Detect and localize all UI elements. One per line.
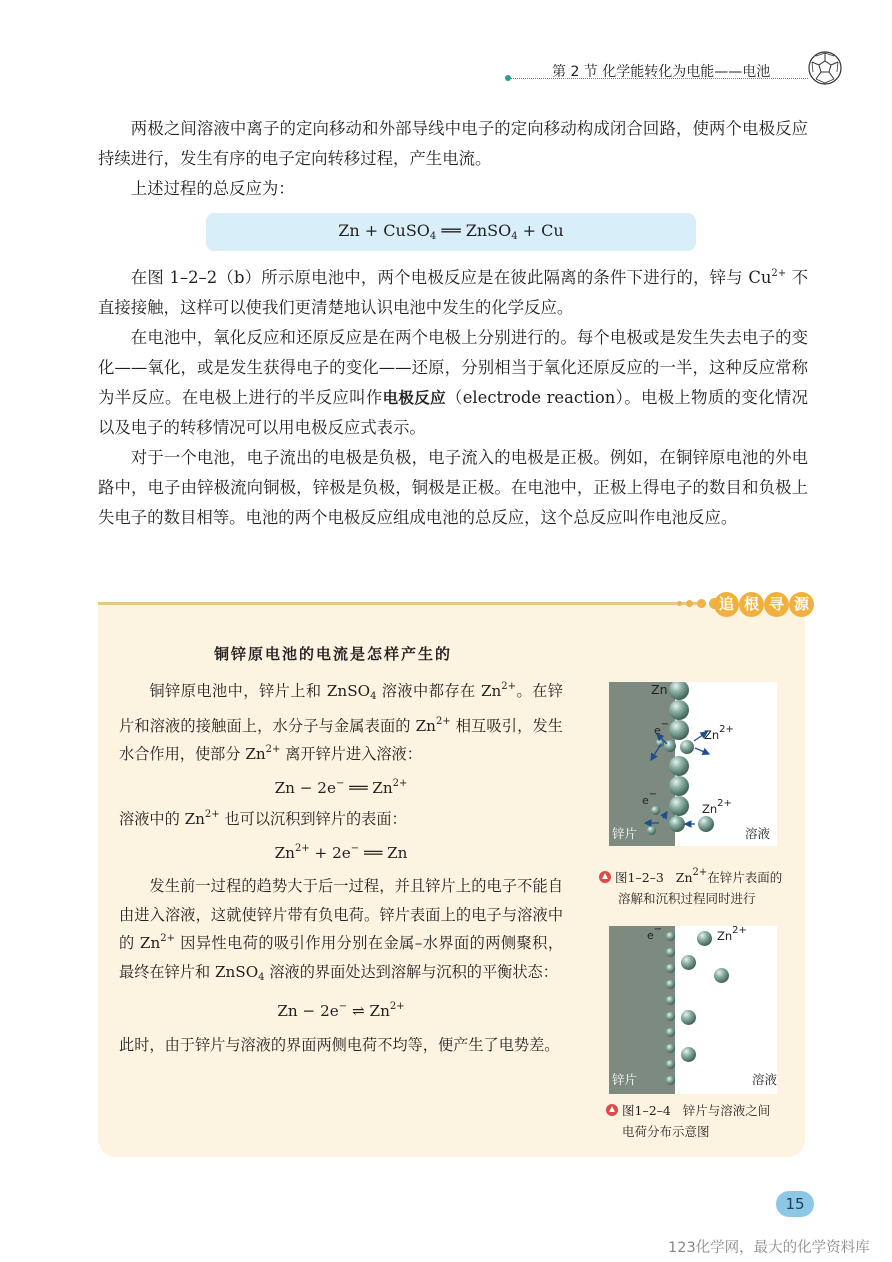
box-equation-2: $Zn^{2+} + 2e^-$ ══ Zn [274, 842, 408, 862]
caption-marker-icon [606, 1104, 618, 1116]
electron-arrows [609, 682, 777, 846]
box-equation-1: Zn − 2e− ══ $Zn^{2+}$ [274, 777, 408, 797]
label-solution: 溶液 [745, 826, 771, 841]
paragraph-2: 上述过程的总反应为： [130, 179, 295, 198]
term-electrode-reaction: 电极反应 [382, 389, 446, 407]
badge-char-4: 源 [789, 592, 814, 617]
page-number: 15 [776, 1191, 814, 1217]
box-body [119, 677, 563, 1059]
label-electron-1: e− [654, 719, 670, 737]
box-title: 铜锌原电池的电流是怎样产生的 [213, 645, 452, 663]
paragraph-5: 对于一个电池，电子流出的电极是负极，电子流入的电极是正极。例如，在铜锌原电池的外电路中，电子由锌极流向铜极，锌极是负极，铜极是正极。在电池中，正极上得电子的数目和负极上失电子的数目相等。电池的两个电极反应组成电池的总反应，这个总反应叫作电池反应。 [98, 448, 808, 527]
caption-fig-1-2-3: 图1–2–3 $Zn^{2+}$在锌片表面的 溶解和沉积过程同时进行 [599, 867, 799, 909]
badge-char-2: 根 [739, 592, 764, 617]
label-solution: 溶液 [752, 1072, 777, 1087]
badge-char-1: 追 [714, 592, 739, 617]
box-equation-3: Zn − 2e− ⇌ $Zn^{2+}$ [277, 1001, 405, 1020]
label-zinc-plate: 锌片 [612, 826, 638, 841]
label-electron-2: e− [642, 789, 658, 807]
section-title: 第 2 节 化学能转化为电能——电池 [552, 64, 771, 80]
box-paragraph-3: 发生前一过程的趋势大于后一过程，并且锌片上的电子不能自由进入溶液，这就使锌片带有负电荷。锌片表面上的电子与溶液中的 $Zn^{2+}$ 因异性电荷的吸引作用分别在金属–水界面的两侧聚积，最终在锌片和 ZnSO$_4$ 溶液的界面处达到溶解与沉积的平衡状态： [119, 877, 564, 983]
label-zn2-ion-2: $Zn^{2+}$ [702, 798, 732, 816]
paragraph-4: 在电池中，氧化反应和还原反应是在两个电极上分别进行的。每个电极或是发生失去电子的变化——氧化，或是发生获得电子的变化——还原，分别相当于氧化还原反应的一半，这种反应常称为半反应。在电极上进行的半反应叫作电极反应（electrode reaction）。电极上物质的变化情况以及电子的转移情况可以用电极反应式表示。 [98, 328, 808, 437]
paragraph-1: 两极之间溶液中离子的定向移动和外部导线中电子的定向移动构成闭合回路，使两个电极反应持续进行，发生有序的电子定向转移过程，产生电流。 [98, 119, 808, 168]
caption-fig-1-2-4: 图1–2–4 锌片与溶液之间 电荷分布示意图 [606, 1100, 802, 1142]
overall-equation: Zn + CuSO$_4$ ══ ZnSO$_4$ + Cu [338, 221, 564, 242]
caption-marker-icon [599, 871, 611, 883]
paragraph-block-main [98, 263, 808, 533]
box-paragraph-2: 溶液中的 $Zn^{2+}$ 也可以沉积到锌片的表面： [119, 809, 407, 828]
badge-char-3: 寻 [764, 592, 789, 617]
paragraph-closed-circuit [98, 114, 808, 204]
box-paragraph-1: 铜锌原电池中，锌片上和 ZnSO$_4$ 溶液中都存在 $Zn^{2+}$。在锌片和溶液的接触面上，水分子与金属表面的 $Zn^{2+}$ 相互吸引，发生水合作用，使部分 $Zn^{2+}$ 离开锌片进入溶液： [119, 681, 563, 763]
label-zn2-ion-1: $Zn^{2+}$ [704, 724, 734, 742]
label-zinc-plate: 锌片 [612, 1072, 638, 1087]
fullerene-icon [807, 50, 843, 86]
figure-zn-dissolution [609, 682, 777, 846]
paragraph-3: 在图 1–2–2（b）所示原电池中，两个电极反应是在彼此隔离的条件下进行的，锌与 $Cu^{2+}$ 不直接接触，这样可以使我们更清楚地认识电池中发生的化学反应。 [98, 268, 808, 317]
label-electron: e− [647, 926, 663, 942]
label-zn: Zn [651, 682, 668, 697]
watermark: 123化学网，最大的化学资料库 [668, 1240, 870, 1256]
figure-charge-distribution [609, 926, 777, 1094]
box-paragraph-4: 此时，由于锌片与溶液的界面两侧电荷不均等，便产生了电势差。 [119, 1035, 560, 1054]
label-zn2-ion: $Zn^{2+}$ [717, 926, 747, 943]
